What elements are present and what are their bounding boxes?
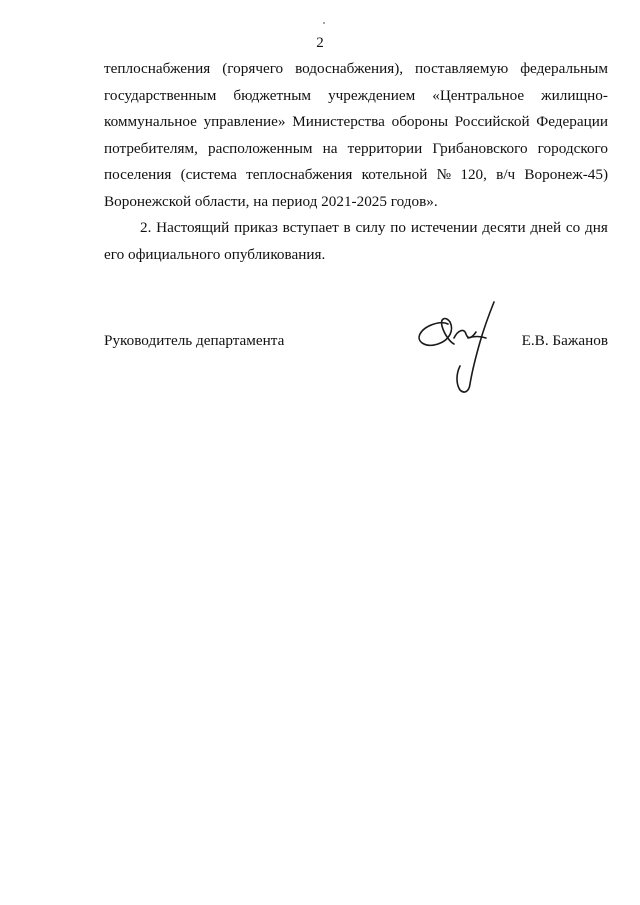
word: Грибановского [432, 139, 528, 157]
paragraph-1 [104, 56, 608, 215]
word: котельной [361, 166, 428, 183]
word: поставляемую [415, 60, 509, 77]
word: десяти [482, 219, 526, 236]
word: силу [355, 219, 386, 236]
word: Федерации [536, 113, 608, 130]
word: водоснабжения), [295, 60, 404, 77]
paragraph-1-line-2 [104, 83, 608, 110]
word: приказ [234, 219, 278, 236]
signature-stroke [468, 337, 486, 339]
paragraph-2-last-line: его официального опубликования. [104, 245, 326, 263]
signature-stroke [457, 302, 494, 392]
word: «Центральное [432, 86, 525, 104]
word: по [390, 219, 407, 236]
signatory-name: Е.В. Бажанов [521, 332, 608, 349]
word: коммунальное [104, 113, 197, 130]
word: истечении [410, 219, 478, 236]
word: городского [537, 139, 608, 157]
word: Воронеж-45) [524, 166, 608, 183]
word: Российской [454, 113, 530, 130]
word: (горячего [222, 60, 284, 77]
paragraph-1-line-3 [104, 109, 608, 136]
word: расположенным [208, 139, 313, 157]
word: дней [530, 219, 562, 236]
word: вступает [282, 219, 339, 236]
word: Настоящий [156, 219, 230, 236]
word: федеральным [520, 60, 608, 77]
signature-strokes [419, 302, 494, 392]
word: в/ч [496, 166, 516, 183]
word: теплоснабжения [246, 166, 353, 183]
paragraph-2 [104, 215, 608, 268]
document-body [104, 56, 608, 268]
word: жилищно- [541, 86, 608, 104]
scan-speck [323, 22, 325, 24]
paragraph-2-line-1 [104, 215, 608, 242]
word: поселения [104, 166, 172, 183]
word: теплоснабжения [104, 60, 211, 77]
signature-block [104, 331, 608, 355]
paragraph-1-line-4 [104, 136, 608, 163]
word: № [436, 166, 452, 183]
word: Министерства [292, 113, 385, 130]
signatory-title: Руководитель департамента [104, 332, 285, 349]
page-number: 2 [316, 35, 324, 51]
word: 120, [460, 166, 487, 183]
word: территории [347, 139, 423, 157]
word: дня [585, 219, 608, 236]
word: потребителям, [104, 139, 198, 157]
word: управление» [203, 113, 286, 130]
word: обороны [391, 113, 449, 130]
word: учреждением [328, 86, 416, 104]
word: 2. [140, 219, 152, 236]
word: (система [180, 166, 237, 183]
word: со [565, 219, 581, 236]
word: в [343, 219, 351, 236]
paragraph-1-last-line: Воронежской области, на период 2021-2025 годов». [104, 192, 438, 210]
paragraph-1-line-5 [104, 162, 608, 189]
word: бюджетным [233, 86, 312, 104]
word: на [322, 139, 338, 157]
signature-stroke [419, 319, 454, 346]
word: государственным [104, 86, 217, 104]
paragraph-1-line-1 [104, 56, 608, 83]
handwritten-signature [410, 298, 506, 398]
